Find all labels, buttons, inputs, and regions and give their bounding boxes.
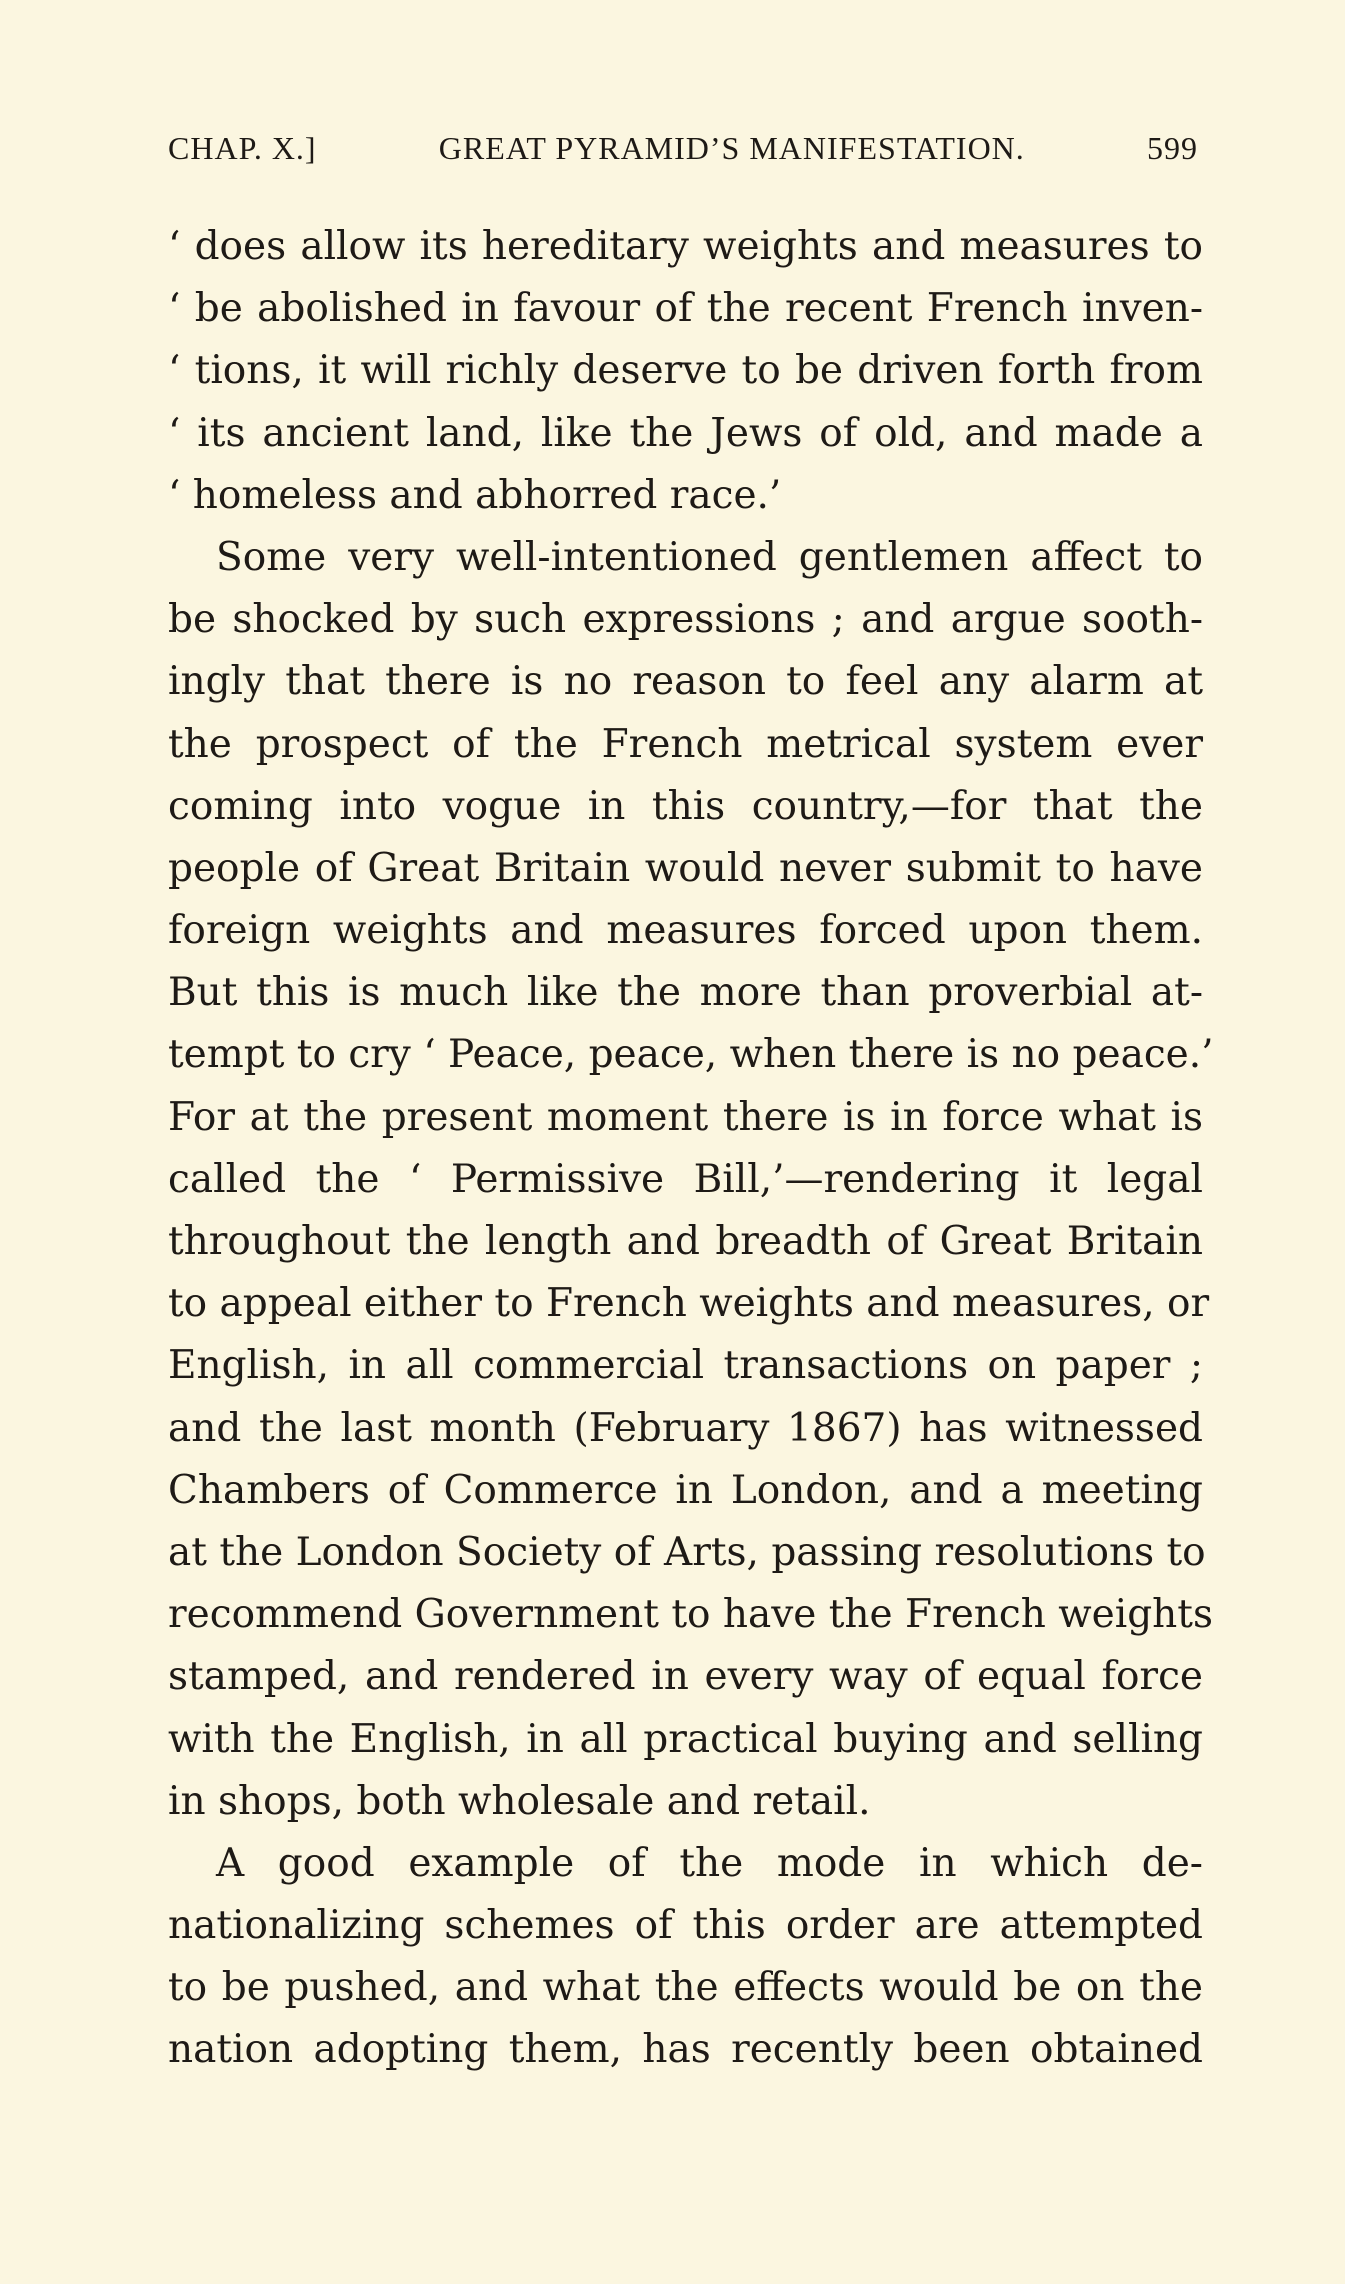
text-line: coming into vogue in this country,—for that the [168, 783, 1203, 829]
text-line: For at the present moment there is in force what is [168, 1094, 1203, 1140]
text-line: tempt to cry ‘ Peace, peace, when there is no peace.’ [168, 1032, 1214, 1078]
text-line: ‘ be abolished in favour of the recent French inven- [168, 286, 1203, 332]
paragraph-start-line: Some very well-intentioned gentlemen affect to [216, 534, 1203, 580]
text-line: foreign weights and measures forced upon them. [168, 908, 1203, 954]
text-line: ‘ does allow its hereditary weights and measures to [168, 224, 1203, 269]
text-line: English, in all commercial transactions on paper ; [168, 1343, 1203, 1389]
text-line: Chambers of Commerce in London, and a meeting [168, 1467, 1203, 1513]
text-line: the prospect of the French metrical system ever [168, 721, 1203, 767]
text-line: stamped, and rendered in every way of equal force [168, 1654, 1203, 1700]
text-line: nationalizing schemes of this order are attempted [168, 1903, 1203, 1949]
text-line: called the ‘ Permissive Bill,’—rendering it legal [168, 1156, 1203, 1202]
text-line: ingly that there is no reason to feel any alarm at [168, 659, 1203, 705]
running-title: GREAT PYRAMID’S MANIFESTATION. [438, 130, 1025, 166]
text-line: at the London Society of Arts, passing resolutions to [168, 1529, 1206, 1575]
text-line: throughout the length and breadth of Great Britain [168, 1219, 1203, 1264]
paragraph-start-line: A good example of the mode in which de- [216, 1840, 1203, 1886]
text-line: ‘ tions, it will richly deserve to be driven forth from [168, 348, 1203, 394]
text-line: people of Great Britain would never submit to have [168, 845, 1203, 891]
chapter-label: CHAP. X.] [168, 130, 317, 166]
body-text [168, 216, 1214, 2082]
text-line: in shops, both wholesale and retail. [168, 1778, 871, 1824]
text-line: to be pushed, and what the effects would be on the [168, 1965, 1203, 2011]
text-line: with the English, in all practical buying and selling [168, 1716, 1203, 1762]
text-line: recommend Government to have the French weights [168, 1592, 1213, 1638]
text-line: But this is much like the more than proverbial at- [168, 970, 1203, 1016]
text-line: nation adopting them, has recently been obtained [168, 2027, 1203, 2073]
text-line: be shocked by such expressions ; and argue sooth- [168, 597, 1203, 643]
text-line: to appeal either to French weights and measures, or [168, 1281, 1210, 1327]
running-head [168, 130, 1198, 176]
text-line: ‘ homeless and abhorred race.’ [168, 472, 782, 518]
page-number: 599 [1146, 130, 1198, 166]
text-line: ‘ its ancient land, like the Jews of old, and made a [168, 410, 1203, 456]
text-line: and the last month (February 1867) has witnessed [168, 1405, 1203, 1451]
